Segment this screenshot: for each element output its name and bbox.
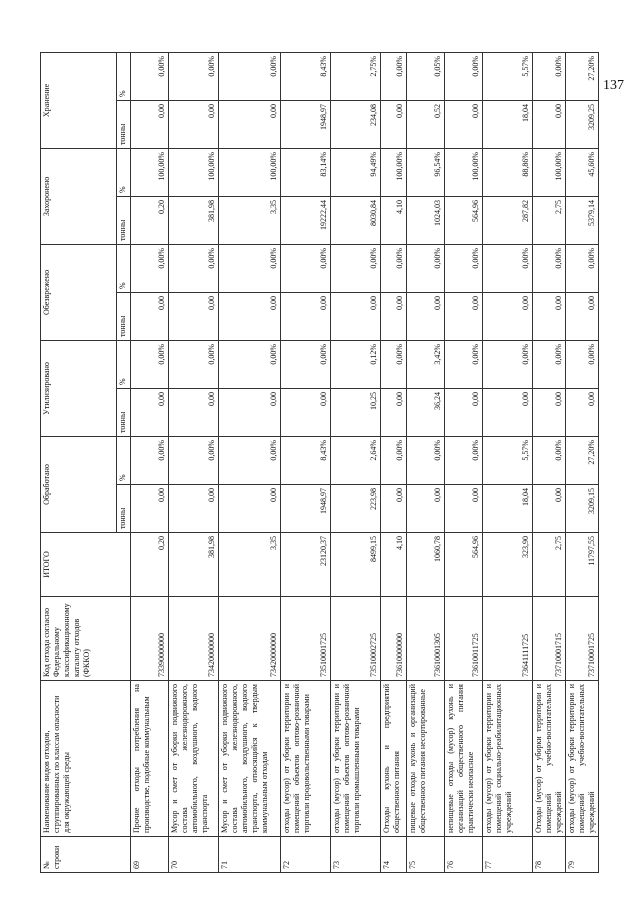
tonnes-value: 3209,25 [566, 100, 599, 148]
fkko-code: 73420000000 [219, 597, 281, 681]
percent-value: 94,49% [331, 148, 381, 196]
row-number: 72 [281, 837, 331, 873]
tonnes-value: 0,00 [566, 292, 599, 340]
header-group-buried: Захоронено [41, 148, 117, 244]
percent-value: 100,00% [169, 148, 219, 196]
tonnes-value: 0,00 [407, 292, 445, 340]
waste-name: непищевые отходы (мусор) кухонь и организаций общественного питания практически неопасные [445, 681, 483, 837]
tonnes-value: 0,00 [445, 292, 483, 340]
header-unit-tonnes: тонны [117, 100, 131, 148]
header-group-neutralized: Обезврежено [41, 244, 117, 340]
tonnes-value: 2,75 [533, 196, 566, 244]
waste-name: Мусор и смет от уборки подвижного состава железнодорожного, автомобильного, воздушного, водного транспорта, относящийся к твердым коммунальным отходам [219, 681, 281, 837]
row-number: 73 [331, 837, 381, 873]
tonnes-value: 0,00 [381, 292, 407, 340]
tonnes-value: 0,00 [566, 388, 599, 436]
percent-value: 2,75% [331, 52, 381, 100]
header-group-processed: Обработано [41, 436, 117, 532]
tonnes-value: 0,00 [483, 388, 533, 436]
row-number: 70 [169, 837, 219, 873]
fkko-code: 73610001305 [407, 597, 445, 681]
percent-value: 0,00% [281, 244, 331, 292]
tonnes-value: 0,00 [219, 100, 281, 148]
waste-table [40, 52, 599, 873]
percent-value: 0,00% [533, 340, 566, 388]
total-value: 2,75 [533, 533, 566, 597]
percent-value: 0,00% [169, 436, 219, 484]
percent-value: 0,00% [407, 436, 445, 484]
percent-value: 0,00% [219, 244, 281, 292]
table-row [381, 52, 407, 872]
percent-value: 0,00% [169, 340, 219, 388]
tonnes-value: 8030,84 [331, 196, 381, 244]
row-number: 77 [483, 837, 533, 873]
percent-value: 5,57% [483, 52, 533, 100]
tonnes-value: 10,25 [331, 388, 381, 436]
tonnes-value: 0,00 [533, 485, 566, 533]
fkko-code: 73510001725 [281, 597, 331, 681]
header-unit-tonnes: тонны [117, 292, 131, 340]
percent-value: 0,00% [219, 52, 281, 100]
percent-value: 8,43% [281, 52, 331, 100]
tonnes-value: 564,96 [445, 196, 483, 244]
percent-value: 0,00% [566, 340, 599, 388]
percent-value: 88,86% [483, 148, 533, 196]
table-row [407, 52, 445, 872]
fkko-code: 73610011725 [445, 597, 483, 681]
percent-value: 96,54% [407, 148, 445, 196]
tonnes-value: 18,04 [483, 100, 533, 148]
tonnes-value: 0,00 [483, 292, 533, 340]
percent-value: 8,43% [281, 436, 331, 484]
tonnes-value: 3,35 [219, 196, 281, 244]
percent-value: 45,60% [566, 148, 599, 196]
percent-value: 0,00% [281, 340, 331, 388]
waste-name: Отходы (мусор) от уборки территории и помещений учебно-воспитательных учреждений [533, 681, 566, 837]
tonnes-value: 0,00 [381, 388, 407, 436]
table-row [483, 52, 533, 872]
tonnes-value: 0,00 [169, 388, 219, 436]
tonnes-value: 0,00 [169, 100, 219, 148]
tonnes-value: 0,00 [131, 292, 169, 340]
header-unit-percent: % [117, 148, 131, 196]
percent-value: 0,00% [169, 244, 219, 292]
percent-value: 0,00% [533, 244, 566, 292]
percent-value: 100,00% [381, 148, 407, 196]
row-number: 71 [219, 837, 281, 873]
waste-name: Мусор и смет от уборки подвижного состава железнодорожного, автомобильного, воздушного, водного транспорта [169, 681, 219, 837]
tonnes-value: 0,00 [169, 485, 219, 533]
waste-name: отходы (мусор) от уборки территории и помещений учебно-воспитательных учреждений [566, 681, 599, 837]
waste-name: отходы (мусор) от уборки территории и помещений социально-реабилитационных учреждений [483, 681, 533, 837]
tonnes-value: 0,00 [169, 292, 219, 340]
tonnes-value: 0,00 [219, 485, 281, 533]
fkko-code: 73390000000 [131, 597, 169, 681]
percent-value: 0,00% [131, 244, 169, 292]
total-value: 11797,55 [566, 533, 599, 597]
row-number: 79 [566, 837, 599, 873]
percent-value: 100,00% [445, 148, 483, 196]
row-number: 76 [445, 837, 483, 873]
tonnes-value: 0,00 [533, 100, 566, 148]
tonnes-value: 0,00 [281, 388, 331, 436]
percent-value: 0,00% [445, 244, 483, 292]
tonnes-value: 0,00 [445, 100, 483, 148]
percent-value: 0,00% [445, 52, 483, 100]
tonnes-value: 0,00 [445, 485, 483, 533]
tonnes-value: 0,00 [219, 388, 281, 436]
tonnes-value: 1948,97 [281, 485, 331, 533]
percent-value: 0,00% [331, 244, 381, 292]
header-unit-tonnes: тонны [117, 485, 131, 533]
percent-value: 0,00% [381, 340, 407, 388]
fkko-code: 73641111725 [483, 597, 533, 681]
tonnes-value: 1024,03 [407, 196, 445, 244]
percent-value: 27,20% [566, 52, 599, 100]
percent-value: 0,00% [381, 436, 407, 484]
header-unit-percent: % [117, 340, 131, 388]
table-row [331, 52, 381, 872]
header-total: ИТОГО [41, 533, 131, 597]
tonnes-value: 0,00 [407, 485, 445, 533]
tonnes-value: 0,00 [533, 292, 566, 340]
tonnes-value: 0,00 [533, 388, 566, 436]
tonnes-value: 4,10 [381, 196, 407, 244]
fkko-code: 73710001715 [533, 597, 566, 681]
total-value: 564,96 [445, 533, 483, 597]
percent-value: 2,64% [331, 436, 381, 484]
row-number: 69 [131, 837, 169, 873]
header-row-number: № строки [41, 837, 131, 873]
table-row [131, 52, 169, 872]
tonnes-value: 0,00 [331, 292, 381, 340]
tonnes-value: 0,00 [219, 292, 281, 340]
total-value: 3,35 [219, 533, 281, 597]
percent-value: 0,00% [381, 52, 407, 100]
waste-name: Прочие отходы потребления на производстве, подобные коммунальным [131, 681, 169, 837]
percent-value: 0,00% [566, 244, 599, 292]
percent-value: 0,00% [533, 52, 566, 100]
tonnes-value: 0,00 [381, 485, 407, 533]
waste-name: пищевые отходы кухонь и организаций общественного питания несортированные [407, 681, 445, 837]
row-number: 75 [407, 837, 445, 873]
tonnes-value: 0,00 [281, 292, 331, 340]
total-value: 4,10 [381, 533, 407, 597]
tonnes-value: 3209,15 [566, 485, 599, 533]
percent-value: 0,00% [219, 340, 281, 388]
percent-value: 100,00% [131, 148, 169, 196]
tonnes-value: 381,98 [169, 196, 219, 244]
header-waste-name: Наименование видов отходов, сгруппированных по классам опасности для окружающей среды [41, 681, 131, 837]
tonnes-value: 0,00 [131, 485, 169, 533]
table-row [533, 52, 566, 872]
tonnes-value: 1948,97 [281, 100, 331, 148]
row-number: 78 [533, 837, 566, 873]
header-unit-tonnes: тонны [117, 388, 131, 436]
row-number: 74 [381, 837, 407, 873]
tonnes-value: 234,08 [331, 100, 381, 148]
percent-value: 100,00% [533, 148, 566, 196]
table-row [566, 52, 599, 872]
header-fkko-code: Код отхода согласно Федеральному классификационному каталогу отходов (ФККО) [41, 597, 131, 681]
percent-value: 0,00% [169, 52, 219, 100]
percent-value: 0,05% [407, 52, 445, 100]
tonnes-value: 223,98 [331, 485, 381, 533]
tonnes-value: 0,00 [445, 388, 483, 436]
tonnes-value: 0,52 [407, 100, 445, 148]
total-value: 23120,37 [281, 533, 331, 597]
percent-value: 0,00% [219, 436, 281, 484]
total-value: 8499,15 [331, 533, 381, 597]
total-value: 1060,78 [407, 533, 445, 597]
tonnes-value: 0,00 [131, 388, 169, 436]
fkko-code: 73610000000 [381, 597, 407, 681]
table-row [445, 52, 483, 872]
tonnes-value: 5379,14 [566, 196, 599, 244]
fkko-code: 73510002725 [331, 597, 381, 681]
table-row [281, 52, 331, 872]
tonnes-value: 18,04 [483, 485, 533, 533]
percent-value: 0,00% [131, 436, 169, 484]
percent-value: 0,00% [483, 340, 533, 388]
tonnes-value: 287,82 [483, 196, 533, 244]
percent-value: 5,57% [483, 436, 533, 484]
header-unit-percent: % [117, 244, 131, 292]
tonnes-value: 36,24 [407, 388, 445, 436]
percent-value: 0,00% [131, 340, 169, 388]
tonnes-value: 0,00 [381, 100, 407, 148]
percent-value: 0,00% [445, 340, 483, 388]
fkko-code: 73420000000 [169, 597, 219, 681]
percent-value: 0,00% [445, 436, 483, 484]
percent-value: 0,00% [131, 52, 169, 100]
waste-name: Отходы кухонь и предприятий общественного питания [381, 681, 407, 837]
header-unit-percent: % [117, 52, 131, 100]
total-value: 381,98 [169, 533, 219, 597]
percent-value: 0,00% [533, 436, 566, 484]
percent-value: 100,00% [219, 148, 281, 196]
tonnes-value: 0,20 [131, 196, 169, 244]
waste-name: отходы (мусор) от уборки территории и помещений объектов оптово-розничной торговли продовольственными товарами [281, 681, 331, 837]
total-value: 0,20 [131, 533, 169, 597]
percent-value: 0,00% [381, 244, 407, 292]
fkko-code: 73710001725 [566, 597, 599, 681]
table-row [219, 52, 281, 872]
percent-value: 0,12% [331, 340, 381, 388]
header-unit-tonnes: тонны [117, 196, 131, 244]
tonnes-value: 0,00 [131, 100, 169, 148]
total-value: 323,90 [483, 533, 533, 597]
percent-value: 27,20% [566, 436, 599, 484]
percent-value: 83,14% [281, 148, 331, 196]
waste-name: отходы (мусор) от уборки территории и помещений объектов оптово-розничной торговли промышленными товарами [331, 681, 381, 837]
percent-value: 0,00% [483, 244, 533, 292]
tonnes-value: 19222,44 [281, 196, 331, 244]
header-unit-percent: % [117, 436, 131, 484]
page-number: 137 [603, 78, 624, 93]
header-group-utilized: Утилизировано [41, 340, 117, 436]
table-row [169, 52, 219, 872]
percent-value: 3,42% [407, 340, 445, 388]
header-group-storage: Хранение [41, 52, 117, 148]
percent-value: 0,00% [407, 244, 445, 292]
rotated-table-container [40, 53, 596, 873]
